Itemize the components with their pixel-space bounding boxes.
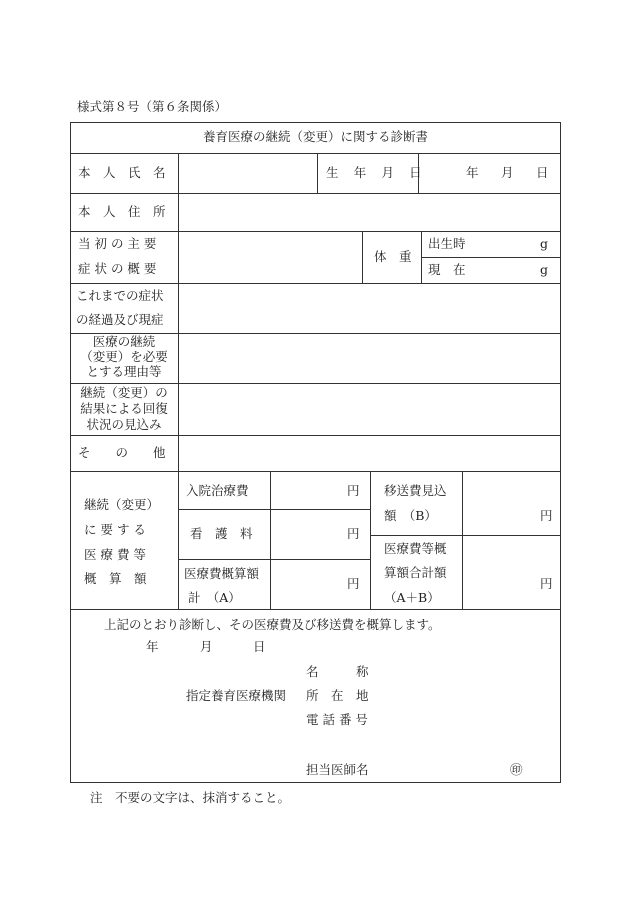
doctor-name-label: 担当医師名 <box>306 762 369 777</box>
outlook-label-line1: 継続（変更）の <box>80 385 168 400</box>
current-weight-field[interactable] <box>470 258 538 283</box>
name-label: 本 人 氏 名 <box>78 165 166 180</box>
outlook-field[interactable] <box>179 384 561 435</box>
birthdate-label: 生 年 月 日 <box>326 165 428 180</box>
institution-phone-field[interactable] <box>380 709 550 731</box>
reason-field[interactable] <box>179 334 561 383</box>
transport-amount-field[interactable] <box>463 472 561 535</box>
other-field[interactable] <box>179 436 561 471</box>
progress-field[interactable] <box>179 284 561 333</box>
address-field[interactable] <box>179 194 561 231</box>
progress-label-line2: の経過及び現症 <box>76 312 164 327</box>
birth-day-unit: 日 <box>536 165 549 180</box>
institution-address-field[interactable] <box>380 685 550 707</box>
name-field[interactable] <box>179 154 317 193</box>
transport-yen: 円 <box>540 508 553 523</box>
birth-month-unit: 月 <box>501 165 514 180</box>
weight-label: 体 重 <box>374 249 412 264</box>
institution-address-label: 所 在 地 <box>306 688 369 703</box>
other-label: そ の 他 <box>78 445 166 460</box>
birth-weight-field[interactable] <box>470 232 538 257</box>
grand-total-yen: 円 <box>540 576 553 591</box>
cost-divider <box>370 471 371 609</box>
form-label: 様式第８号（第６条関係） <box>77 99 228 114</box>
inpatient-yen: 円 <box>347 483 360 498</box>
total-a-label-line2: 計 （A） <box>188 590 241 605</box>
inpatient-label: 入院治療費 <box>186 483 249 498</box>
progress-label-line1: これまでの症状 <box>76 288 164 303</box>
form-title: 養育医療の継続（変更）に関する診断書 <box>202 129 428 144</box>
institution-label: 指定養育医療機関 <box>186 688 287 703</box>
grand-total-label-line2: 算額合計額 <box>384 565 447 580</box>
institution-name-field[interactable] <box>380 661 550 683</box>
certification-day-unit: 日 <box>253 639 266 654</box>
current-weight-unit: g <box>540 262 549 277</box>
reason-label-line3: とする理由等 <box>86 364 162 379</box>
birthdate-divider <box>317 153 318 193</box>
address-label: 本 人 住 所 <box>78 204 166 219</box>
institution-phone-label: 電 話 番 号 <box>306 712 368 727</box>
total-a-yen: 円 <box>347 576 360 591</box>
certification-year-unit: 年 <box>146 639 159 654</box>
costs-label-line4: 概 算 額 <box>84 571 147 586</box>
initial-symptoms-label-line1: 当 初 の 主 要 <box>78 236 157 251</box>
grand-total-label-line1: 医療費等概 <box>384 541 447 556</box>
institution-name-label: 名 称 <box>306 664 369 679</box>
reason-label-line1: 医療の継続 <box>92 334 156 349</box>
total-a-label-line1: 医療費概算額 <box>184 566 260 581</box>
current-weight-label: 現 在 <box>428 262 466 277</box>
grand-total-label-line3: （A＋B） <box>384 590 440 605</box>
transport-label-line1: 移送費見込 <box>384 483 447 498</box>
weight-divider <box>421 231 422 283</box>
nursing-yen: 円 <box>347 526 360 541</box>
birth-year-unit: 年 <box>466 165 479 180</box>
costs-label-line2: に 要 す る <box>84 522 146 537</box>
nursing-label: 看 護 料 <box>190 526 253 541</box>
grand-total-amount-field[interactable] <box>463 536 561 609</box>
seal-mark-icon: ㊞ <box>510 762 523 777</box>
transport-label-line2: 額 （B） <box>384 508 437 523</box>
initial-symptoms-field[interactable] <box>179 232 362 283</box>
initial-symptoms-label-line2: 症 状 の 概 要 <box>78 261 157 276</box>
certification-date-field[interactable] <box>110 636 290 658</box>
footer-note: 注 不要の文字は、抹消すること。 <box>90 790 291 805</box>
row-divider <box>70 609 561 610</box>
birth-weight-unit: g <box>540 236 549 251</box>
doctor-name-field[interactable] <box>380 759 500 781</box>
weight-divider <box>362 231 363 283</box>
reason-label-line2: （変更）を必要 <box>80 349 168 364</box>
outlook-label-line2: 結果による回復 <box>80 401 168 416</box>
outlook-label-line3: 状況の見込み <box>86 417 162 432</box>
birth-weight-label: 出生時 <box>428 236 466 251</box>
certification-month-unit: 月 <box>200 639 213 654</box>
costs-label-line3: 医 療 費 等 <box>84 547 146 562</box>
costs-label-line1: 継続（変更） <box>84 497 160 512</box>
certification-statement: 上記のとおり診断し、その医療費及び移送費を概算します。 <box>104 617 441 632</box>
